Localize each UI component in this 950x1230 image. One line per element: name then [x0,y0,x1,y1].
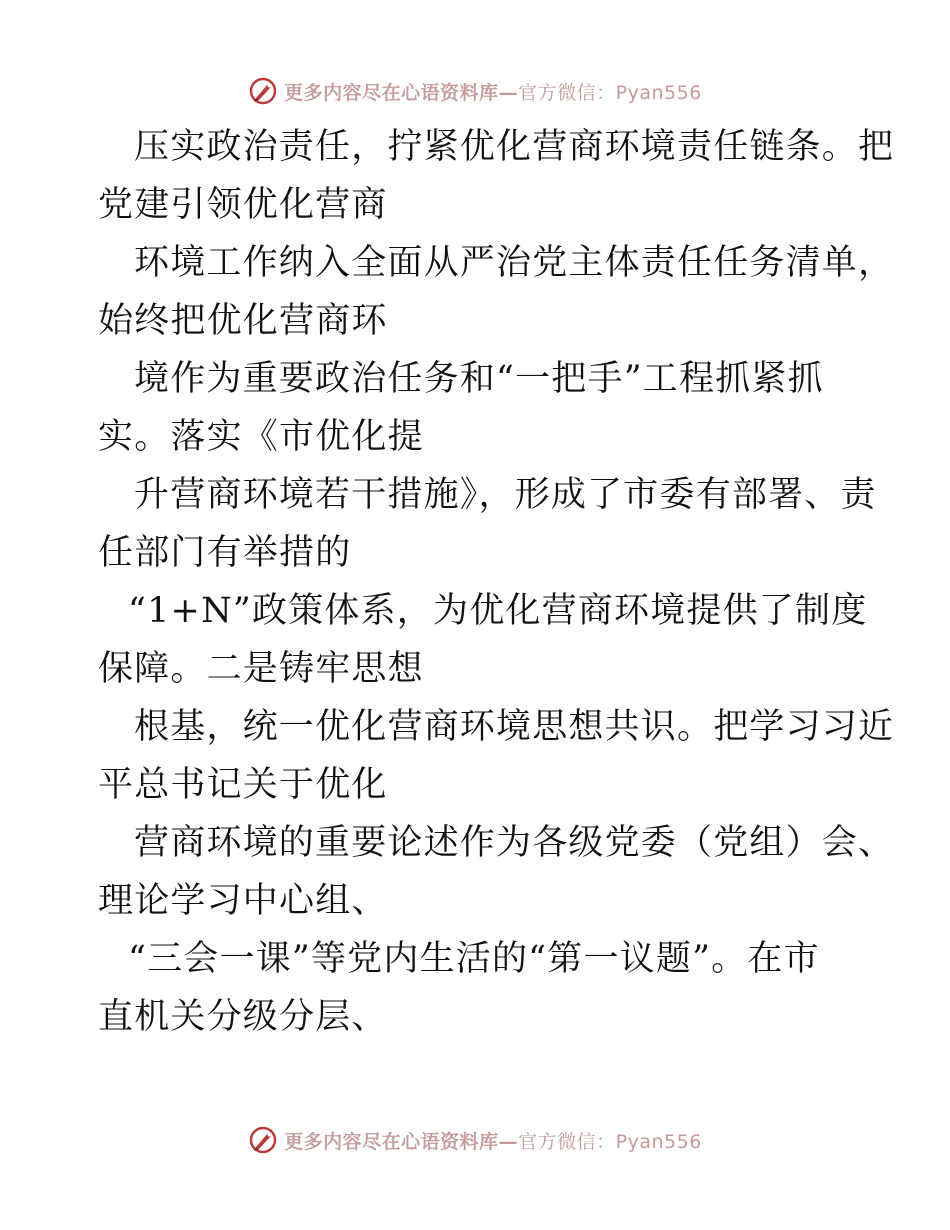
text-line: 直机关分级分层、 [98,997,388,1037]
text-line: 升营商环境若干措施》，形成了市委有部署、责 [134,475,877,515]
banner-text: 更多内容尽在心语资料库—官方微信：Pyan556 [284,1130,702,1153]
text-line: 保障。二是铸牢思想 [98,649,424,689]
header-banner [0,74,950,108]
text-line: 党建引领优化营商 [98,185,388,225]
text-line: 压实政治责任，拧紧优化营商环境责任链条。把 [134,127,895,167]
text-line: “三会一课”等党内生活的“第一议题”。在市 [128,939,820,979]
text-line: 理论学习中心组、 [98,881,388,921]
text-line: 始终把优化营商环 [98,301,388,341]
text-line: 营商环境的重要论述作为各级党委（党组）会、 [134,823,895,863]
pen-logo-icon [248,76,278,106]
text-line: 任部门有举措的 [98,533,352,573]
footer-banner [0,1123,950,1157]
text-line: “1+N”政策体系，为优化营商环境提供了制度 [128,591,868,631]
text-line: 平总书记关于优化 [98,765,388,805]
banner-text: 更多内容尽在心语资料库—官方微信：Pyan556 [284,81,702,104]
text-line: 实。落实《市优化提 [98,417,424,457]
text-line: 境作为重要政治任务和“一把手”工程抓紧抓 [134,359,824,399]
text-line: 根基，统一优化营商环境思想共识。把学习习近 [134,707,895,747]
text-line: 环境工作纳入全面从严治党主体责任任务清单， [134,243,895,283]
document-body [98,118,895,1046]
pen-logo-icon [248,1125,278,1155]
